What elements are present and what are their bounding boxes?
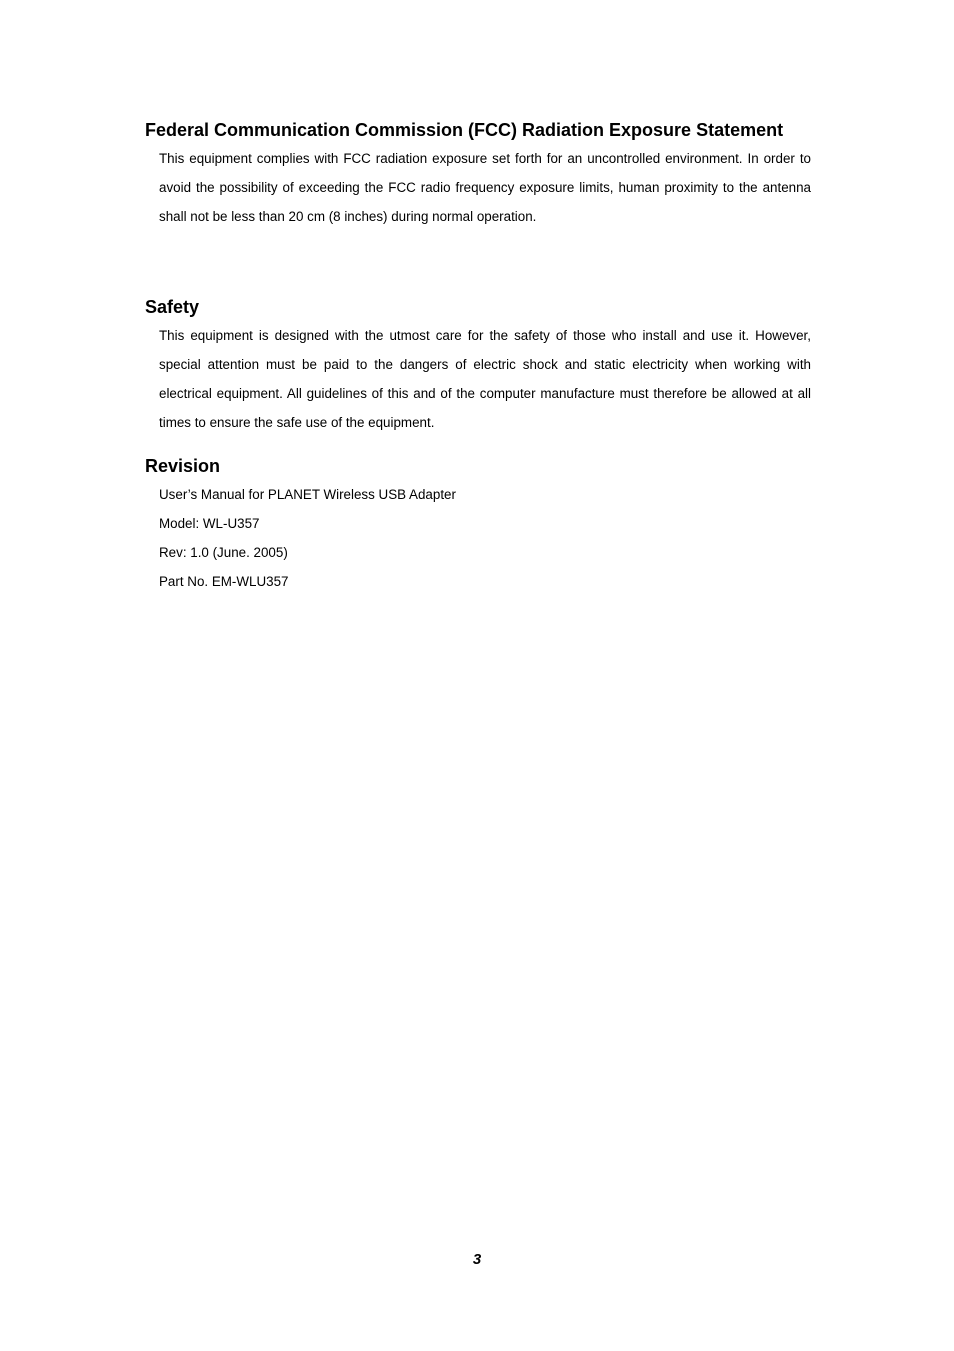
revision-model: Model: WL-U357 — [159, 516, 260, 531]
revision-part-no: Part No. EM-WLU357 — [159, 574, 289, 589]
safety-section — [145, 293, 811, 437]
safety-body: This equipment is designed with the utmost care for the safety of those who install and use it. However, special attention must be paid to the dangers of electric shock and static electricity when working with electrical equipment. All guidelines of this and of the computer manufacture must therefore be allowed at all times to ensure the safe use of the equipment. — [159, 328, 811, 430]
fcc-section — [145, 116, 811, 231]
revision-section — [145, 452, 811, 596]
fcc-heading: Federal Communication Commission (FCC) Radiation Exposure Statement — [145, 120, 784, 140]
revision-rev: Rev: 1.0 (June. 2005) — [159, 545, 288, 560]
fcc-body: This equipment complies with FCC radiation exposure set forth for an uncontrolled environment. In order to avoid the possibility of exceeding the FCC radio frequency exposure limits, human proximity to the antenna shall not be less than 20 cm (8 inches) during normal operation. — [159, 151, 811, 224]
page-number: 3 — [472, 1251, 482, 1268]
revision-heading: Revision — [145, 456, 221, 476]
revision-manual-title: User’s Manual for PLANET Wireless USB Adapter — [159, 487, 456, 502]
safety-heading: Safety — [145, 297, 200, 317]
